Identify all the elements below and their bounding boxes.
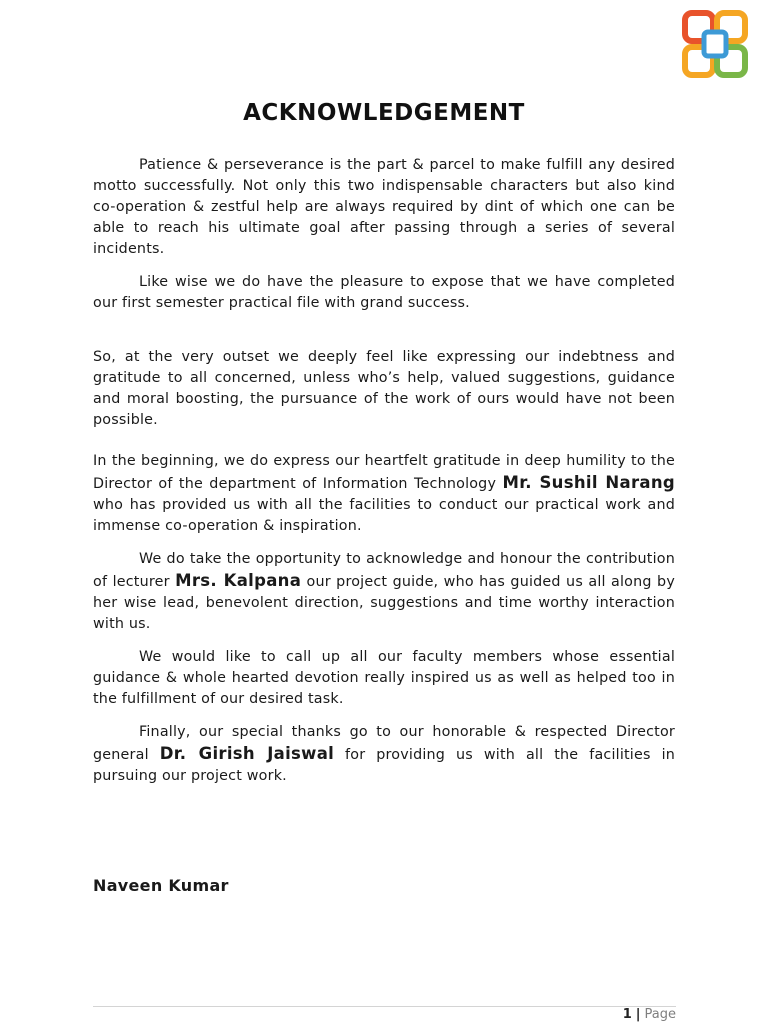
page-number: 1 [622,1007,632,1022]
page-title: ACKNOWLEDGEMENT [243,100,525,126]
paragraph-7-text-after: for providing us with all the facilities in pursuing our project work. [93,747,676,784]
office-logo-icon [682,10,748,78]
footer-separator: | [635,1007,641,1022]
paragraph-3: So, at the very outset we deeply feel like expressing our indebtness and gratitude to all concerned, unless who’s help, valued suggestions, guidance and moral boosting, the pursuance of the work of ours would have not been possible. [93,349,675,428]
paragraph-7-text-before: Finally, our special thanks go to our honorable & respected Director general [93,724,675,763]
director-name: Mr. Sushil Narang [502,473,676,492]
guide-name: Mrs. Kalpana [175,571,302,590]
paragraph-4-text-before: In the beginning, we do express our heartfelt gratitude in deep humility to the Director of the department of Information Technology [93,453,675,492]
body-text [93,155,675,787]
director-general-name: Dr. Girish Jaiswal [159,744,335,763]
paragraph-4 [93,451,675,537]
footer-divider [93,1006,676,1007]
paragraph-1: Patience & perseverance is the part & parcel to make fulfill any desired motto successfully. Not only this two indispensable characters but also kind co-operation & zestful help are always required by dint of which one can be able to reach his ultimate goal after passing through a series of several incidents. [93,157,675,257]
paragraph-5 [93,549,675,635]
paragraph-6: We would like to call up all our faculty members whose essential guidance & whole hearted devotion really inspired us as well as helped too in the fulfillment of our desired task. [93,649,675,707]
page-footer [623,1007,676,1022]
paragraph-5-text-after: our project guide, who has guided us all along by her wise lead, benevolent direction, suggestions and time worthy interaction with us. [93,574,675,632]
paragraph-2: Like wise we do have the pleasure to expose that we have completed our first semester practical file with grand success. [93,274,675,311]
signature-name: Naveen Kumar [93,876,229,895]
paragraph-5-text-before: We do take the opportunity to acknowledge and honour the contribution of lecturer [93,551,675,590]
paragraph-4-text-after: who has provided us with all the facilities to conduct our practical work and immense co-operation & inspiration. [93,497,675,534]
page-label: Page [644,1007,676,1022]
paragraph-7 [93,722,675,787]
